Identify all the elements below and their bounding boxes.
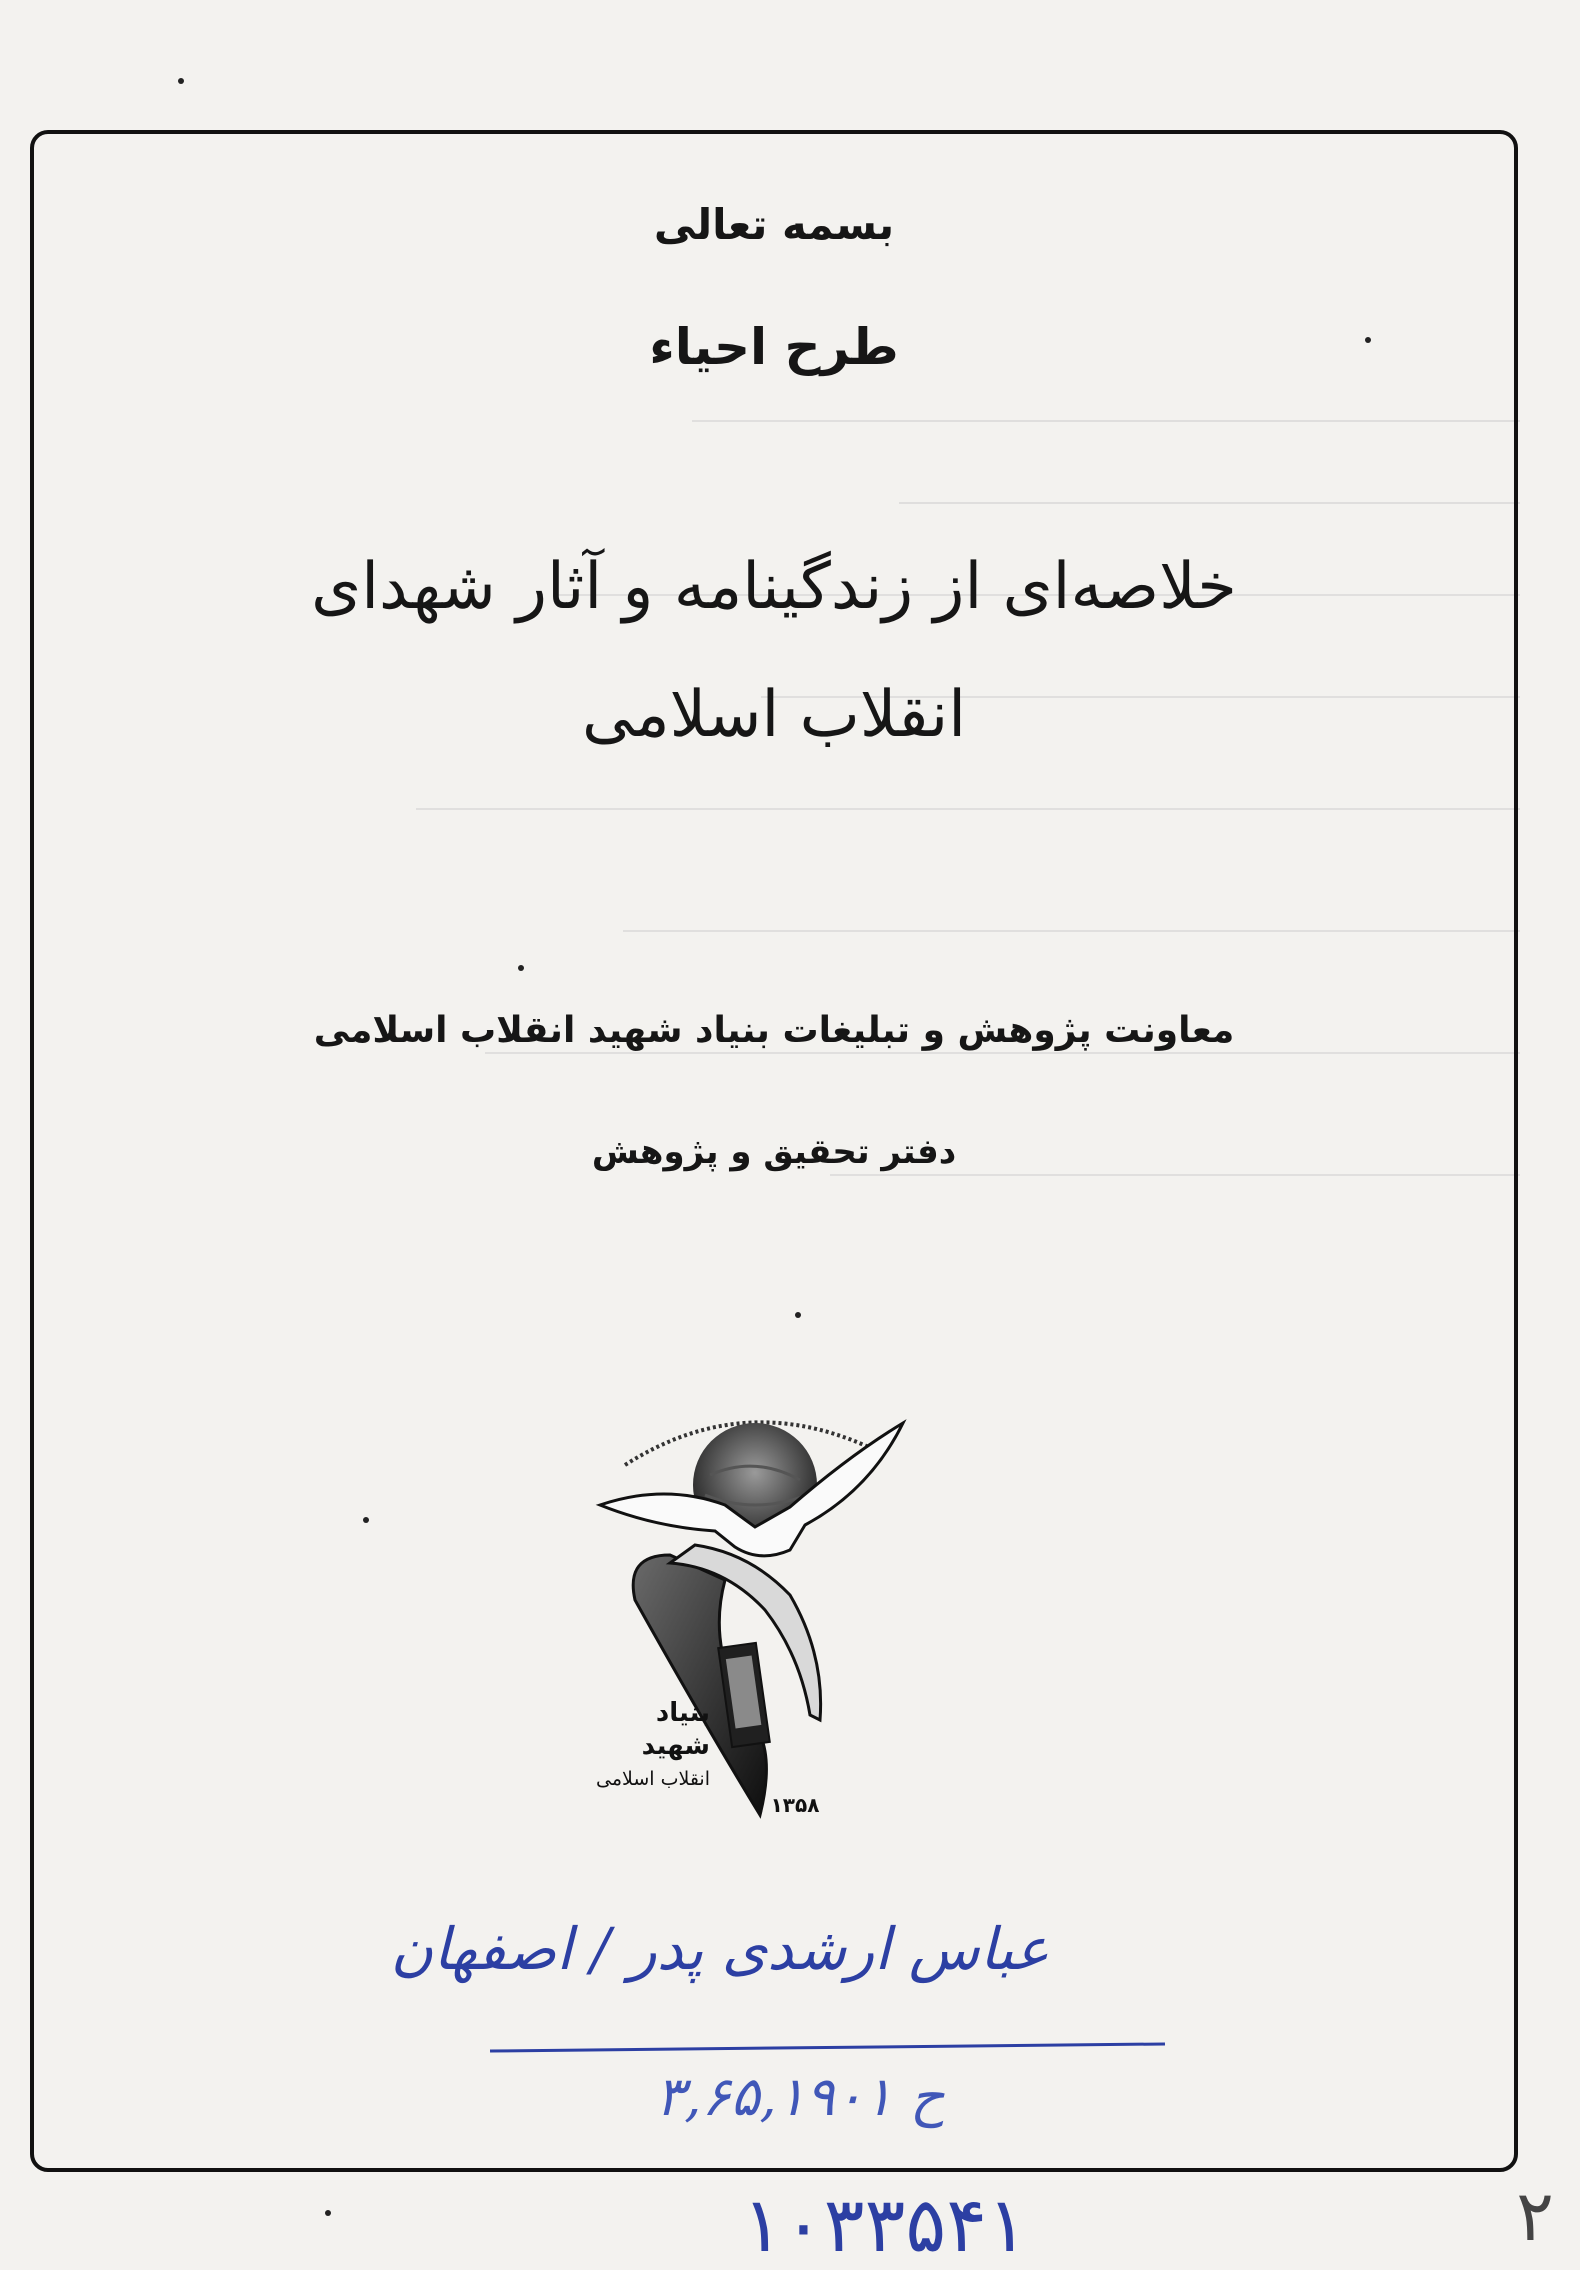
scan-speck: [1365, 337, 1371, 343]
department-name: معاونت پژوهش و تبلیغات بنیاد شهید انقلاب اسلامی: [313, 1010, 1235, 1051]
emblem-name-line1: بنیاد: [655, 1698, 710, 1728]
scan-speck: [325, 2210, 331, 2216]
document-title-line1: خلاصه‌ای از زندگینامه و آثار شهدای: [311, 550, 1237, 624]
emblem-name-line2: شهید: [641, 1731, 710, 1761]
scan-speck: [518, 965, 524, 971]
scan-speck: [795, 1312, 801, 1318]
emblem-name-line3: انقلاب اسلامی: [596, 1768, 710, 1790]
scan-speck: [178, 78, 184, 84]
handwritten-archive-number: ۱۰۳۳۵۴۱: [742, 2180, 1028, 2269]
handwritten-name-city: عباس ارشدی پدر / اصفهان: [390, 1915, 1050, 1983]
bismillah-heading: بسمه تعالی: [653, 200, 895, 249]
scan-speck: [363, 1517, 369, 1523]
handwritten-corner-mark: ۲: [1516, 2175, 1554, 2257]
handwritten-code: ح ۳,۶۵,۱۹۰۱: [655, 2065, 945, 2128]
document-title-line2: انقلاب اسلامی: [582, 678, 966, 752]
emblem-year: ۱۳۵۸: [770, 1793, 820, 1817]
plan-title: طرح احیاء: [649, 318, 899, 376]
office-name: دفتر تحقیق و پژوهش: [591, 1132, 957, 1172]
